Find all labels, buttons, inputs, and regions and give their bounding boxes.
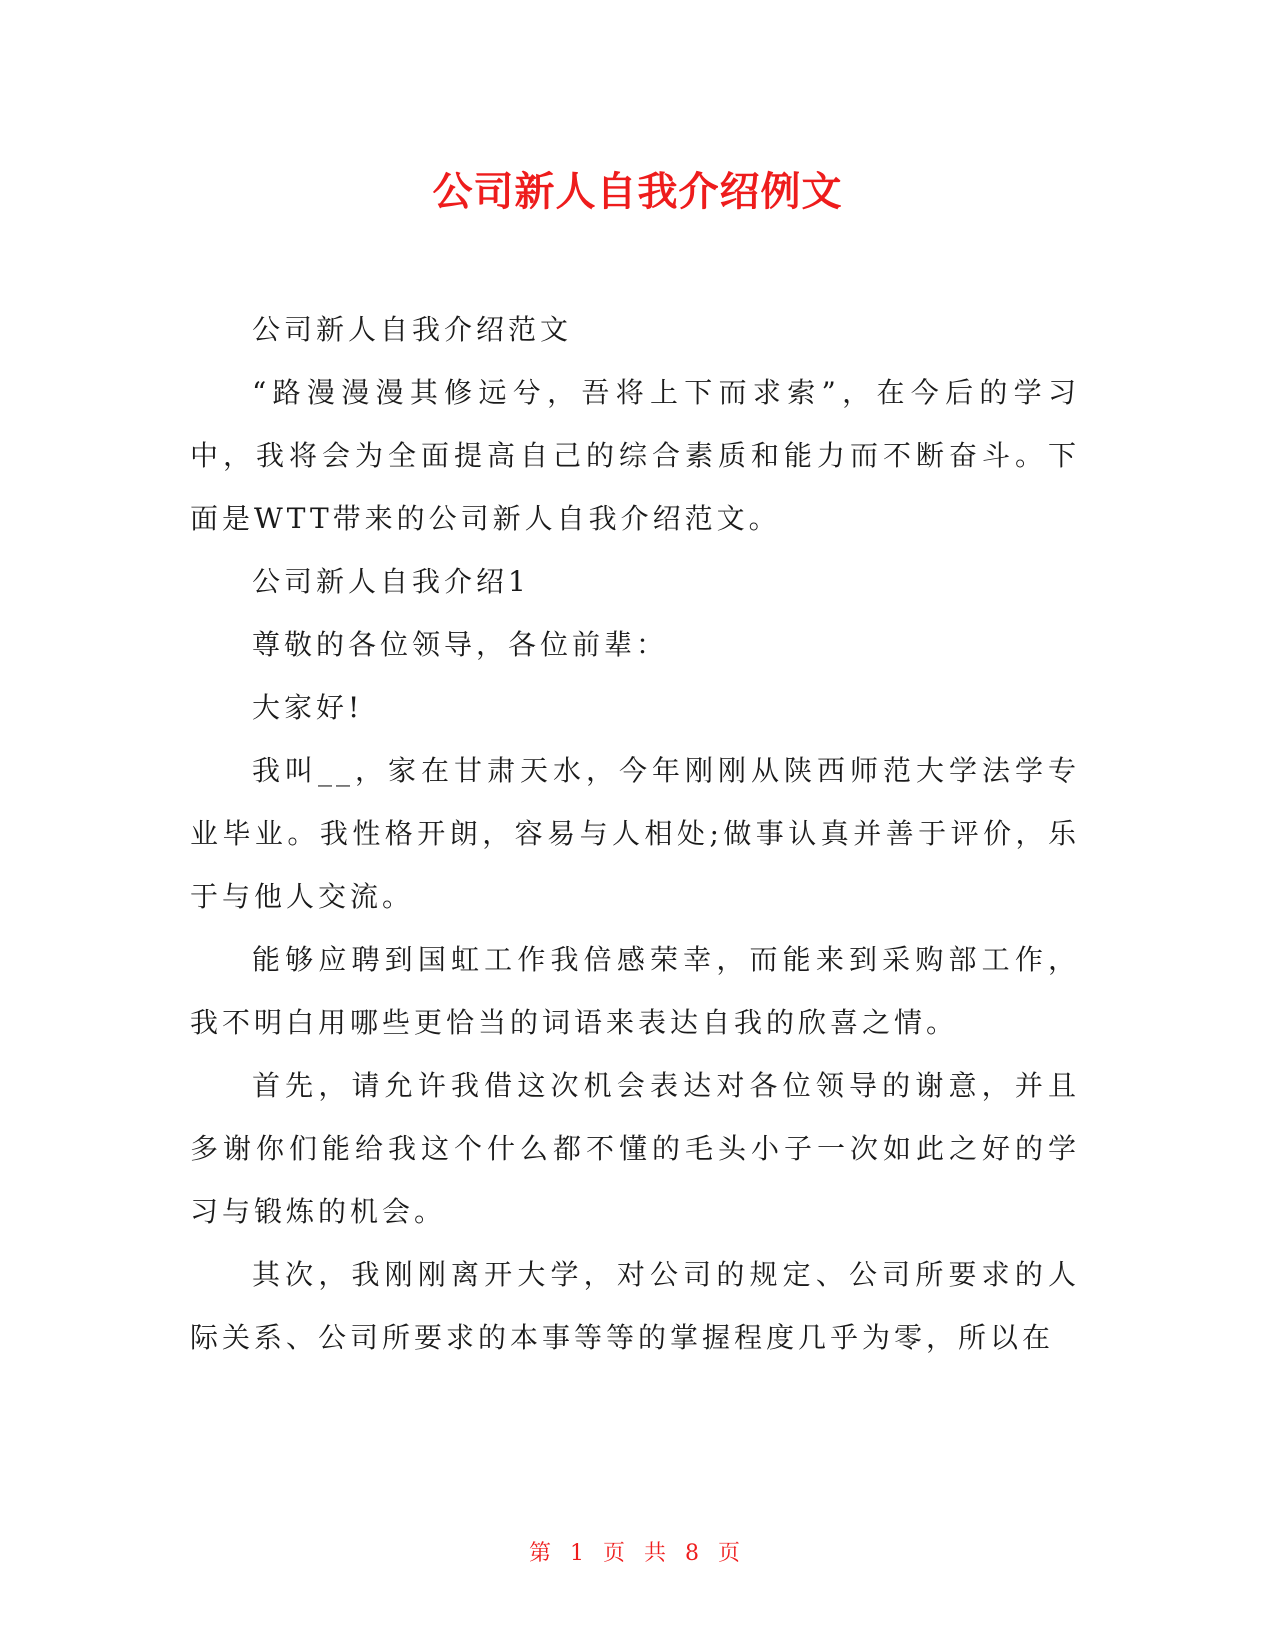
paragraph: “路漫漫漫其修远兮，吾将上下而求索”，在今后的学习中，我将会为全面提高自己的综合素质和能力而不断奋斗。下面是WTT带来的公司新人自我介绍范文。 [190,376,1080,535]
paragraph: 公司新人自我介绍范文 [252,313,573,346]
paragraph: 我叫__，家在甘肃天水，今年刚刚从陕西师范大学法学专业毕业。我性格开朗，容易与人相处;做事认真并善于评价，乐于与他人交流。 [190,754,1080,913]
paragraph: 大家好! [252,691,364,724]
document-body [190,298,1080,1369]
page-number-footer: 第 1 页 共 8 页 [529,1541,746,1566]
paragraph: 其次，我刚刚离开大学，对公司的规定、公司所要求的人际关系、公司所要求的本事等等的掌握程度几乎为零，所以在 [190,1258,1080,1354]
paragraph: 能够应聘到国虹工作我倍感荣幸，而能来到采购部工作，我不明白用哪些更恰当的词语来表达自我的欣喜之情。 [190,943,1080,1039]
paragraph: 公司新人自我介绍1 [252,565,530,598]
paragraph: 尊敬的各位领导，各位前辈： [252,628,669,661]
paragraph: 首先，请允许我借这次机会表达对各位领导的谢意，并且多谢你们能给我这个什么都不懂的毛头小子一次如此之好的学习与锻炼的机会。 [190,1069,1080,1228]
document-title: 公司新人自我介绍例文 [432,169,843,215]
